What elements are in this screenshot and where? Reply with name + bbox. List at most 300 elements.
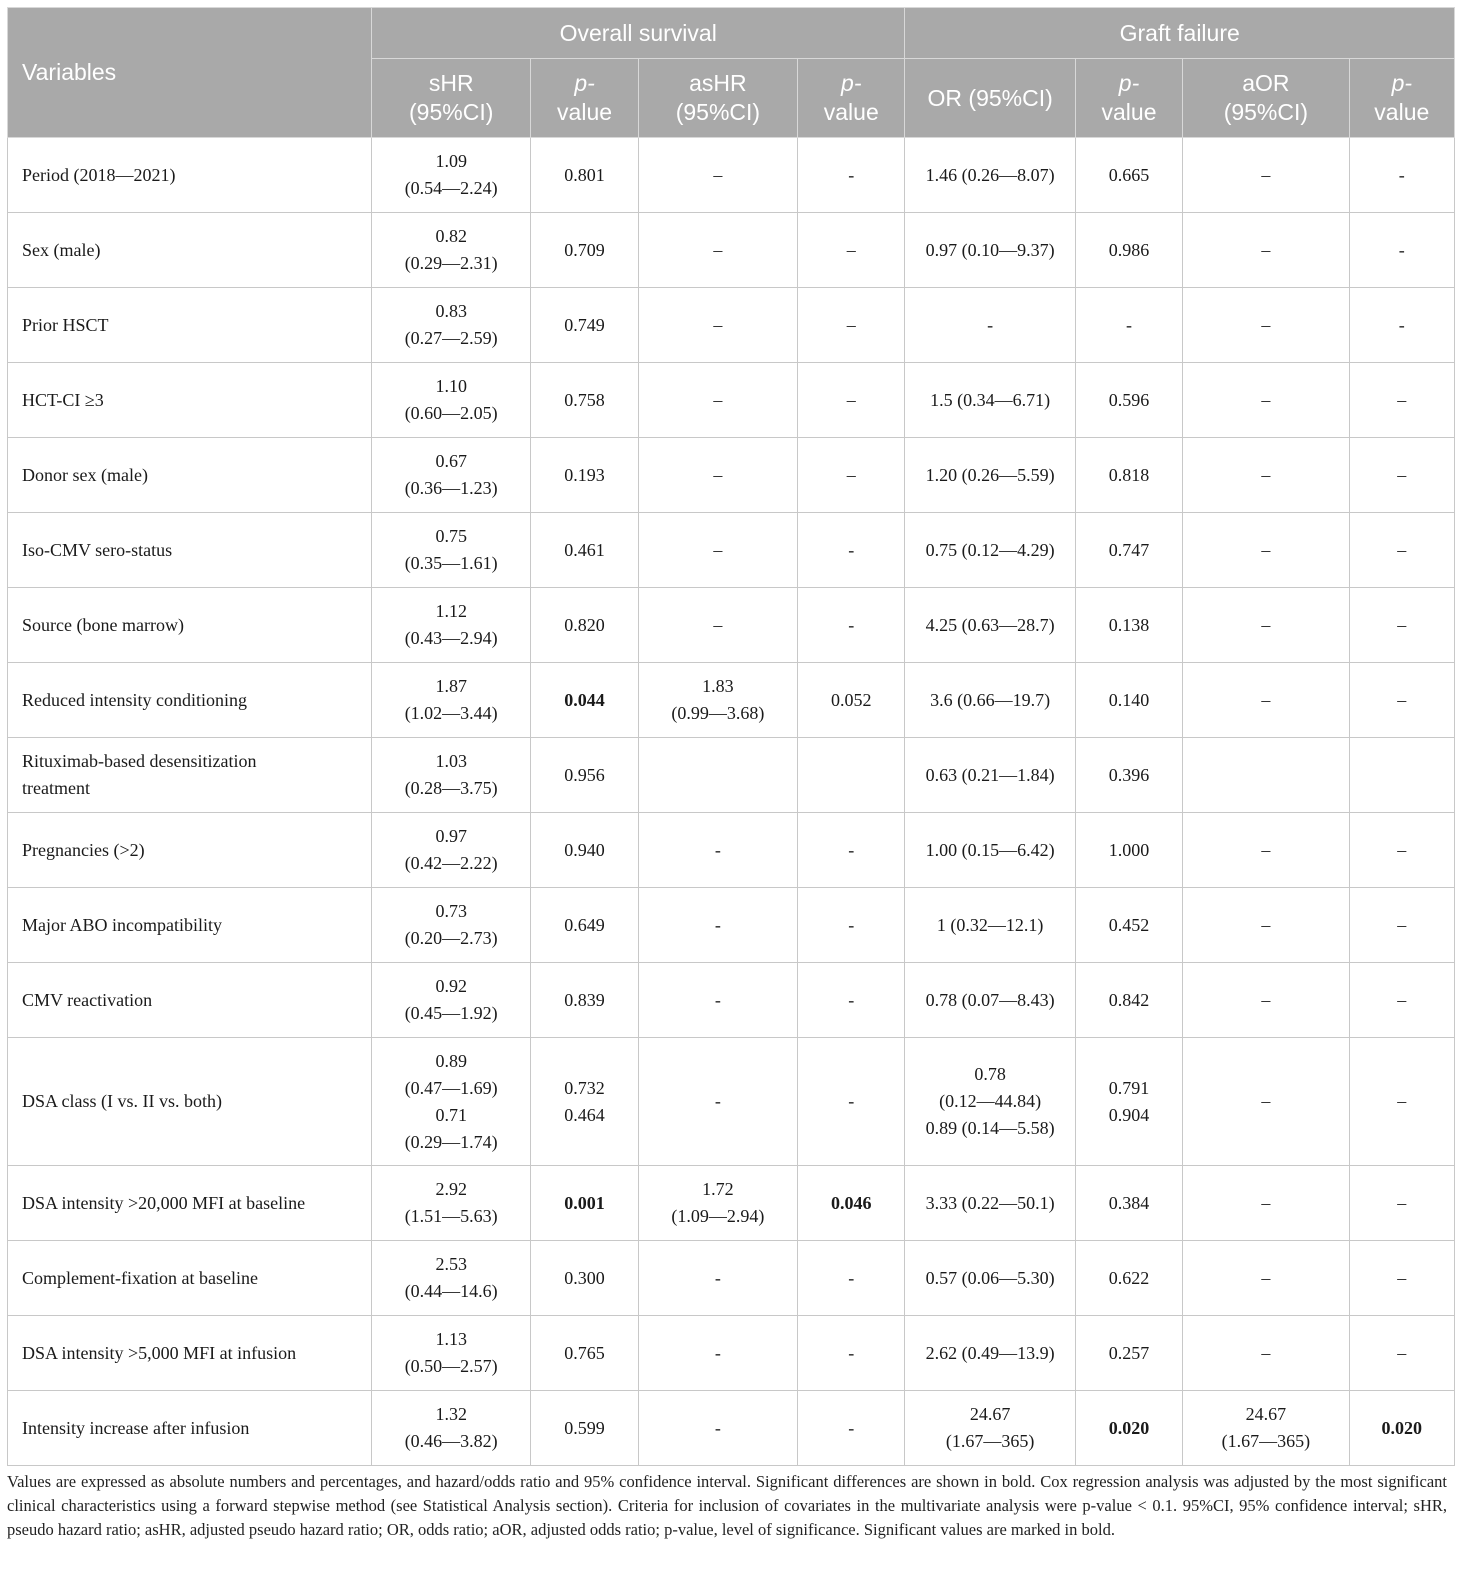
aor-cell-line: – — [1261, 1091, 1271, 1111]
or-cell-line: 0.78 (0.07—8.43) — [925, 989, 1055, 1010]
shr-cell — [371, 1391, 530, 1466]
ashr-cell-line: (0.99—3.68) — [671, 703, 765, 723]
aor-cell — [1183, 513, 1349, 588]
table-row — [8, 813, 1455, 888]
or-cell-line: 0.89 (0.14—5.58) — [925, 1118, 1055, 1138]
aor-cell-line: – — [1261, 1342, 1271, 1363]
shr-cell-line: 0.92 — [435, 976, 467, 996]
gf-adjusted-p-value-cell-line: 0.020 — [1381, 1417, 1423, 1438]
shr-cell — [371, 363, 530, 438]
os-adjusted-p-value-cell-line: - — [848, 614, 855, 635]
os-p-value-cell-line: 0.709 — [564, 239, 605, 260]
shr-cell-line: (0.45—1.92) — [404, 1003, 498, 1023]
gf-p-value-cell — [1075, 1391, 1182, 1466]
gf-adjusted-p-value-cell-line: – — [1397, 1267, 1407, 1288]
shr-cell-line: 1.32 — [435, 1404, 467, 1424]
shr-header — [371, 59, 530, 138]
os-adjusted-p-value-cell-line: – — [846, 239, 856, 260]
os-p-value-cell — [531, 738, 638, 813]
ashr-cell-line: - — [714, 1267, 721, 1288]
or-cell-line: 0.75 (0.12—4.29) — [925, 539, 1055, 560]
table-row — [8, 663, 1455, 738]
os-p-value-header-line: value — [557, 99, 613, 125]
ashr-cell-line: - — [714, 914, 721, 935]
shr-cell-line: (0.46—3.82) — [404, 1431, 498, 1451]
shr-cell-line: 0.75 — [435, 526, 467, 546]
or-cell — [905, 513, 1075, 588]
gf-p-value-cell — [1075, 663, 1182, 738]
variable-cell-line: DSA class (I vs. II vs. both) — [22, 1091, 222, 1111]
gf-p-value-cell-line: 1.000 — [1108, 839, 1150, 860]
variables-header: Variables — [8, 8, 372, 138]
or-cell — [905, 963, 1075, 1038]
os-p-value-cell — [531, 1391, 638, 1466]
variable-cell-line: Prior HSCT — [22, 314, 109, 335]
table-body — [8, 138, 1455, 1466]
shr-cell-line: 1.10 — [435, 376, 467, 396]
os-p-value-cell-line: 0.464 — [564, 1104, 605, 1125]
shr-cell — [371, 663, 530, 738]
variable-cell-line: treatment — [22, 778, 90, 798]
variable-cell — [8, 1316, 372, 1391]
os-p-value-cell — [531, 138, 638, 213]
shr-cell-line: 0.71 — [435, 1104, 467, 1125]
ashr-header-line: (95%CI) — [675, 99, 761, 125]
gf-adjusted-p-value-cell-line: – — [1397, 1192, 1407, 1213]
gf-adjusted-p-value-cell — [1349, 738, 1454, 813]
table-row — [8, 1391, 1455, 1466]
variable-cell-line: Period (2018—2021) — [22, 164, 176, 185]
os-adjusted-p-value-cell-line: - — [848, 164, 855, 185]
shr-cell-line: 1.09 — [435, 151, 467, 171]
os-p-value-cell-line: 0.193 — [564, 464, 605, 485]
gf-p-value-cell-line: 0.020 — [1108, 1417, 1150, 1438]
os-adjusted-p-value-cell — [798, 588, 905, 663]
ashr-cell-line: - — [714, 1417, 721, 1438]
or-cell — [905, 138, 1075, 213]
or-cell-line: (1.67—365) — [945, 1431, 1035, 1451]
ashr-cell — [638, 738, 797, 813]
ashr-cell-line: (1.09—2.94) — [671, 1206, 765, 1226]
or-cell-line: 0.97 (0.10—9.37) — [925, 239, 1055, 260]
shr-cell-line: 0.82 — [435, 226, 467, 246]
ashr-cell — [638, 138, 797, 213]
shr-cell-line: (0.27—2.59) — [404, 328, 498, 348]
os-adjusted-p-value-cell — [798, 1241, 905, 1316]
os-adjusted-p-value-cell — [798, 1391, 905, 1466]
aor-cell-line: – — [1261, 689, 1271, 710]
os-p-value-cell — [531, 588, 638, 663]
or-cell — [905, 888, 1075, 963]
gf-adjusted-p-value-cell-line: – — [1397, 839, 1407, 860]
shr-header-line: (95%CI) — [409, 99, 494, 125]
variable-cell — [8, 363, 372, 438]
shr-cell-line: 0.73 — [435, 901, 467, 921]
variable-cell — [8, 813, 372, 888]
gf-p-value-cell-line: 0.140 — [1108, 689, 1150, 710]
aor-cell-line: – — [1261, 1192, 1271, 1213]
or-cell — [905, 288, 1075, 363]
ashr-cell-line: 1.72 — [702, 1179, 734, 1199]
or-cell-line: 4.25 (0.63—28.7) — [925, 614, 1055, 635]
os-p-value-cell-line: 0.758 — [564, 389, 605, 410]
os-adjusted-p-value-cell-line: - — [848, 1342, 855, 1363]
or-cell-line: 1.20 (0.26—5.59) — [925, 464, 1055, 485]
aor-cell — [1183, 738, 1349, 813]
table-row — [8, 363, 1455, 438]
aor-cell — [1183, 1241, 1349, 1316]
gf-p-value-cell-line: 0.622 — [1108, 1267, 1150, 1288]
table-row — [8, 588, 1455, 663]
variable-cell — [8, 513, 372, 588]
or-cell — [905, 588, 1075, 663]
os-adjusted-p-value-cell — [798, 1166, 905, 1241]
os-p-value-cell — [531, 1316, 638, 1391]
gf-adjusted-p-value-cell-line: – — [1397, 1342, 1407, 1363]
os-adjusted-p-value-cell-line: - — [848, 989, 855, 1010]
gf-adjusted-p-value-cell-line: - — [1398, 239, 1405, 260]
variable-cell — [8, 213, 372, 288]
os-p-value-cell — [531, 1166, 638, 1241]
ashr-cell — [638, 363, 797, 438]
os-adjusted-p-value-cell — [798, 438, 905, 513]
shr-cell-line: (1.02—3.44) — [404, 703, 498, 723]
ashr-cell — [638, 1391, 797, 1466]
shr-cell-line: 0.67 — [435, 451, 467, 471]
shr-cell — [371, 513, 530, 588]
ashr-header-line: asHR — [689, 70, 747, 96]
ashr-cell-line: - — [714, 989, 721, 1010]
shr-cell-line: (1.51—5.63) — [404, 1206, 498, 1226]
ashr-cell-line: – — [713, 389, 723, 410]
os-adjusted-p-value-cell-line: – — [846, 314, 856, 335]
variable-cell-line: Iso-CMV sero-status — [22, 539, 173, 560]
shr-header-line: sHR — [428, 70, 474, 96]
shr-cell — [371, 288, 530, 363]
aor-header-line: (95%CI) — [1223, 99, 1309, 125]
shr-cell-line: (0.20—2.73) — [404, 928, 498, 948]
gf-adjusted-p-value-cell — [1349, 888, 1454, 963]
gf-p-value-cell-line: 0.452 — [1108, 914, 1150, 935]
gf-p-value-cell-line: 0.138 — [1108, 614, 1150, 635]
gf-p-value-cell — [1075, 813, 1182, 888]
gf-adjusted-p-value-cell — [1349, 213, 1454, 288]
gf-adjusted-p-value-cell-line: - — [1398, 314, 1405, 335]
shr-cell-line: 0.97 — [435, 826, 467, 846]
os-adjusted-p-value-cell-line: - — [848, 914, 855, 935]
or-cell-line: 1.5 (0.34—6.71) — [930, 389, 1051, 410]
gf-p-value-cell-line: 0.904 — [1108, 1104, 1150, 1125]
os-p-value-cell-line: 0.839 — [564, 989, 605, 1010]
gf-adjusted-p-value-cell-line: – — [1397, 689, 1407, 710]
shr-cell-line: (0.36—1.23) — [404, 478, 498, 498]
variable-cell — [8, 663, 372, 738]
aor-cell-line: (1.67—365) — [1221, 1431, 1311, 1451]
gf-p-value-cell-line: - — [1126, 314, 1133, 335]
ashr-cell — [638, 513, 797, 588]
os-adjusted-p-value-header — [798, 59, 905, 138]
or-cell — [905, 1166, 1075, 1241]
gf-p-value-cell-line: 0.747 — [1108, 539, 1150, 560]
gf-p-value-cell-line: 0.596 — [1108, 389, 1150, 410]
aor-cell — [1183, 963, 1349, 1038]
shr-cell-line: (0.42—2.22) — [404, 853, 498, 873]
aor-cell — [1183, 888, 1349, 963]
shr-cell — [371, 438, 530, 513]
gf-p-value-cell — [1075, 1038, 1182, 1166]
variable-cell-line: Intensity increase after infusion — [22, 1417, 250, 1438]
os-adjusted-p-value-cell — [798, 513, 905, 588]
os-adjusted-p-value-cell — [798, 1316, 905, 1391]
or-cell-line: 2.62 (0.49—13.9) — [925, 1342, 1055, 1363]
ashr-cell — [638, 1166, 797, 1241]
gf-adjusted-p-value-cell-line: – — [1397, 989, 1407, 1010]
os-p-value-header — [531, 59, 638, 138]
table-row — [8, 513, 1455, 588]
shr-cell-line: (0.29—2.31) — [404, 253, 498, 273]
shr-cell-line: (0.54—2.24) — [404, 178, 498, 198]
table-row — [8, 1038, 1455, 1166]
variable-cell-line: Pregnancies (>2) — [22, 839, 145, 860]
aor-cell-line: – — [1261, 989, 1271, 1010]
gf-adjusted-p-value-cell — [1349, 813, 1454, 888]
os-p-value-cell-line: 0.956 — [564, 764, 605, 785]
os-adjusted-p-value-cell — [798, 363, 905, 438]
os-adjusted-p-value-cell — [798, 888, 905, 963]
ashr-cell-line: - — [714, 1091, 721, 1111]
table-row — [8, 288, 1455, 363]
os-p-value-cell — [531, 963, 638, 1038]
or-cell — [905, 438, 1075, 513]
os-adjusted-p-value-cell-line: – — [846, 464, 856, 485]
ashr-cell-line: – — [713, 464, 723, 485]
or-cell-line: 1.46 (0.26—8.07) — [925, 164, 1055, 185]
variable-cell — [8, 588, 372, 663]
table-row — [8, 438, 1455, 513]
shr-cell — [371, 588, 530, 663]
table-row — [8, 888, 1455, 963]
gf-adjusted-p-value-cell-line: - — [1398, 164, 1405, 185]
variable-cell-line: HCT-CI ≥3 — [22, 389, 104, 410]
variable-cell — [8, 1391, 372, 1466]
aor-cell — [1183, 1166, 1349, 1241]
ashr-cell — [638, 663, 797, 738]
os-adjusted-p-value-header-line: value — [823, 99, 879, 125]
variable-cell — [8, 738, 372, 813]
variable-cell-line: Major ABO incompatibility — [22, 914, 222, 935]
gf-adjusted-p-value-cell — [1349, 513, 1454, 588]
os-p-value-cell-line: 0.300 — [564, 1267, 605, 1288]
shr-cell-line: (0.35—1.61) — [404, 553, 498, 573]
os-adjusted-p-value-cell-line: 0.046 — [831, 1192, 872, 1213]
os-p-value-cell-line: 0.940 — [564, 839, 605, 860]
os-adjusted-p-value-cell-line: 0.052 — [831, 689, 872, 710]
os-adjusted-p-value-header-line: p- — [841, 70, 862, 96]
variable-cell-line: Source (bone marrow) — [22, 614, 184, 635]
os-adjusted-p-value-cell-line: - — [848, 1091, 855, 1111]
os-p-value-cell — [531, 1241, 638, 1316]
gf-adjusted-p-value-cell-line: – — [1397, 464, 1407, 485]
ashr-cell-line: 1.83 — [702, 676, 734, 696]
ashr-cell-line: - — [714, 839, 721, 860]
os-p-value-cell — [531, 513, 638, 588]
os-p-value-cell-line: 0.820 — [564, 614, 605, 635]
shr-cell — [371, 888, 530, 963]
aor-cell-line: – — [1261, 464, 1271, 485]
gf-adjusted-p-value-cell-line: – — [1397, 614, 1407, 635]
ashr-cell — [638, 963, 797, 1038]
or-cell-line: 1 (0.32—12.1) — [936, 914, 1044, 935]
or-cell-line: 1.00 (0.15—6.42) — [925, 839, 1055, 860]
gf-adjusted-p-value-cell — [1349, 1316, 1454, 1391]
shr-cell-line: (0.44—14.6) — [404, 1281, 498, 1301]
os-p-value-cell — [531, 288, 638, 363]
gf-adjusted-p-value-header-line: p- — [1391, 70, 1413, 96]
or-cell-line: - — [987, 314, 994, 335]
gf-adjusted-p-value-cell — [1349, 663, 1454, 738]
gf-adjusted-p-value-cell — [1349, 288, 1454, 363]
ashr-cell — [638, 813, 797, 888]
aor-cell — [1183, 1391, 1349, 1466]
or-cell-line: 3.6 (0.66—19.7) — [930, 689, 1051, 710]
aor-cell — [1183, 1316, 1349, 1391]
os-p-value-cell-line: 0.649 — [564, 914, 605, 935]
os-p-value-cell — [531, 438, 638, 513]
shr-cell-line: (0.47—1.69) — [404, 1077, 498, 1098]
shr-cell-line: 0.89 — [435, 1050, 467, 1071]
aor-cell — [1183, 213, 1349, 288]
table-header — [8, 8, 1455, 138]
ashr-cell-line: – — [713, 314, 723, 335]
gf-p-value-cell-line: 0.818 — [1108, 464, 1150, 485]
gf-p-value-cell — [1075, 363, 1182, 438]
os-adjusted-p-value-cell — [798, 813, 905, 888]
gf-p-value-cell-line: 0.842 — [1108, 989, 1150, 1010]
variable-cell-line: DSA intensity >5,000 MFI at infusion — [22, 1342, 297, 1363]
gf-adjusted-p-value-cell — [1349, 1391, 1454, 1466]
shr-cell-line: (0.60—2.05) — [404, 403, 498, 423]
aor-header-line: aOR — [1242, 70, 1290, 96]
gf-adjusted-p-value-cell — [1349, 588, 1454, 663]
gf-p-value-cell — [1075, 288, 1182, 363]
ashr-cell — [638, 888, 797, 963]
ashr-cell — [638, 588, 797, 663]
os-p-value-cell-line: 0.732 — [564, 1077, 605, 1098]
graft-failure-header: Graft failure — [905, 8, 1455, 59]
gf-p-value-cell-line: 0.384 — [1108, 1192, 1150, 1213]
shr-cell-line: 1.13 — [435, 1329, 467, 1349]
gf-adjusted-p-value-cell — [1349, 438, 1454, 513]
os-adjusted-p-value-cell-line: - — [848, 1417, 855, 1438]
table-row — [8, 138, 1455, 213]
gf-adjusted-p-value-cell-line: – — [1397, 539, 1407, 560]
or-cell — [905, 213, 1075, 288]
or-cell-line: (0.12—44.84) — [939, 1091, 1042, 1111]
variable-cell-line: Rituximab-based desensitization — [22, 751, 257, 771]
variable-cell — [8, 138, 372, 213]
or-cell-line: 24.67 — [969, 1404, 1011, 1424]
aor-cell — [1183, 138, 1349, 213]
shr-cell — [371, 963, 530, 1038]
shr-cell — [371, 1241, 530, 1316]
variable-cell — [8, 1038, 372, 1166]
results-table — [7, 7, 1455, 1466]
gf-p-value-header-line: value — [1101, 99, 1157, 125]
os-p-value-cell-line: 0.749 — [564, 314, 605, 335]
shr-cell-line: 1.12 — [435, 601, 467, 621]
or-cell — [905, 1241, 1075, 1316]
gf-adjusted-p-value-header-line: value — [1374, 99, 1430, 125]
gf-p-value-cell-line: 0.665 — [1108, 164, 1150, 185]
shr-cell-line: (0.50—2.57) — [404, 1356, 498, 1376]
gf-p-value-header — [1075, 59, 1182, 138]
or-cell — [905, 1391, 1075, 1466]
or-cell — [905, 738, 1075, 813]
or-cell-line: 3.33 (0.22—50.1) — [925, 1192, 1055, 1213]
gf-p-value-cell — [1075, 138, 1182, 213]
os-p-value-cell — [531, 1038, 638, 1166]
gf-adjusted-p-value-cell — [1349, 1166, 1454, 1241]
os-adjusted-p-value-cell — [798, 663, 905, 738]
variable-cell — [8, 963, 372, 1038]
shr-cell — [371, 138, 530, 213]
gf-p-value-cell-line: 0.396 — [1108, 764, 1150, 785]
ashr-cell-line: – — [713, 539, 723, 560]
aor-cell — [1183, 363, 1349, 438]
ashr-cell — [638, 1316, 797, 1391]
shr-cell — [371, 1166, 530, 1241]
results-table-container — [7, 7, 1455, 1466]
os-adjusted-p-value-cell — [798, 738, 905, 813]
gf-p-value-cell — [1075, 1316, 1182, 1391]
or-cell — [905, 363, 1075, 438]
aor-header — [1183, 59, 1349, 138]
shr-cell-line: 1.87 — [435, 676, 467, 696]
table-row — [8, 1316, 1455, 1391]
ashr-cell-line: – — [713, 239, 723, 260]
overall-survival-header: Overall survival — [371, 8, 904, 59]
gf-p-value-cell — [1075, 588, 1182, 663]
gf-adjusted-p-value-cell — [1349, 1241, 1454, 1316]
table-row — [8, 213, 1455, 288]
ashr-cell — [638, 1241, 797, 1316]
aor-cell-line: – — [1261, 239, 1271, 260]
gf-p-value-cell — [1075, 738, 1182, 813]
variable-cell — [8, 288, 372, 363]
shr-cell — [371, 738, 530, 813]
or-header-line: OR (95%CI) — [927, 84, 1053, 111]
gf-p-value-cell — [1075, 1166, 1182, 1241]
shr-cell-line: 2.53 — [435, 1254, 467, 1274]
gf-adjusted-p-value-cell-line: – — [1397, 1091, 1407, 1111]
table-footnote: Values are expressed as absolute numbers and percentages, and hazard/odds ratio and 95% confidence interval. Significant differences are shown in bold. Cox regression analysis was adjusted by the most significant clinical characteristics using a forward stepwise method (see Statistical Analysis section). Criteria for inclusion of covariates in the multivariate analysis were p-value < 0.1. 95%CI, 95% confidence interval; sHR, pseudo hazard ratio; asHR, adjusted pseudo hazard ratio; OR, odds ratio; aOR, adjusted odds ratio; p-value, level of significance. Significant values are marked in bold. — [7, 1472, 1447, 1539]
shr-cell — [371, 1316, 530, 1391]
gf-adjusted-p-value-cell — [1349, 963, 1454, 1038]
or-header — [905, 59, 1075, 138]
gf-p-value-cell-line: 0.791 — [1108, 1077, 1150, 1098]
gf-p-value-header-line: p- — [1118, 70, 1140, 96]
os-p-value-cell-line: 0.001 — [564, 1192, 605, 1213]
gf-p-value-cell-line: 0.257 — [1108, 1342, 1150, 1363]
ashr-cell-line: – — [713, 164, 723, 185]
gf-p-value-cell — [1075, 213, 1182, 288]
os-p-value-cell-line: 0.599 — [564, 1417, 605, 1438]
variable-cell — [8, 888, 372, 963]
gf-p-value-cell — [1075, 1241, 1182, 1316]
variable-cell-line: Sex (male) — [22, 239, 101, 260]
or-cell — [905, 1316, 1075, 1391]
shr-cell — [371, 1038, 530, 1166]
